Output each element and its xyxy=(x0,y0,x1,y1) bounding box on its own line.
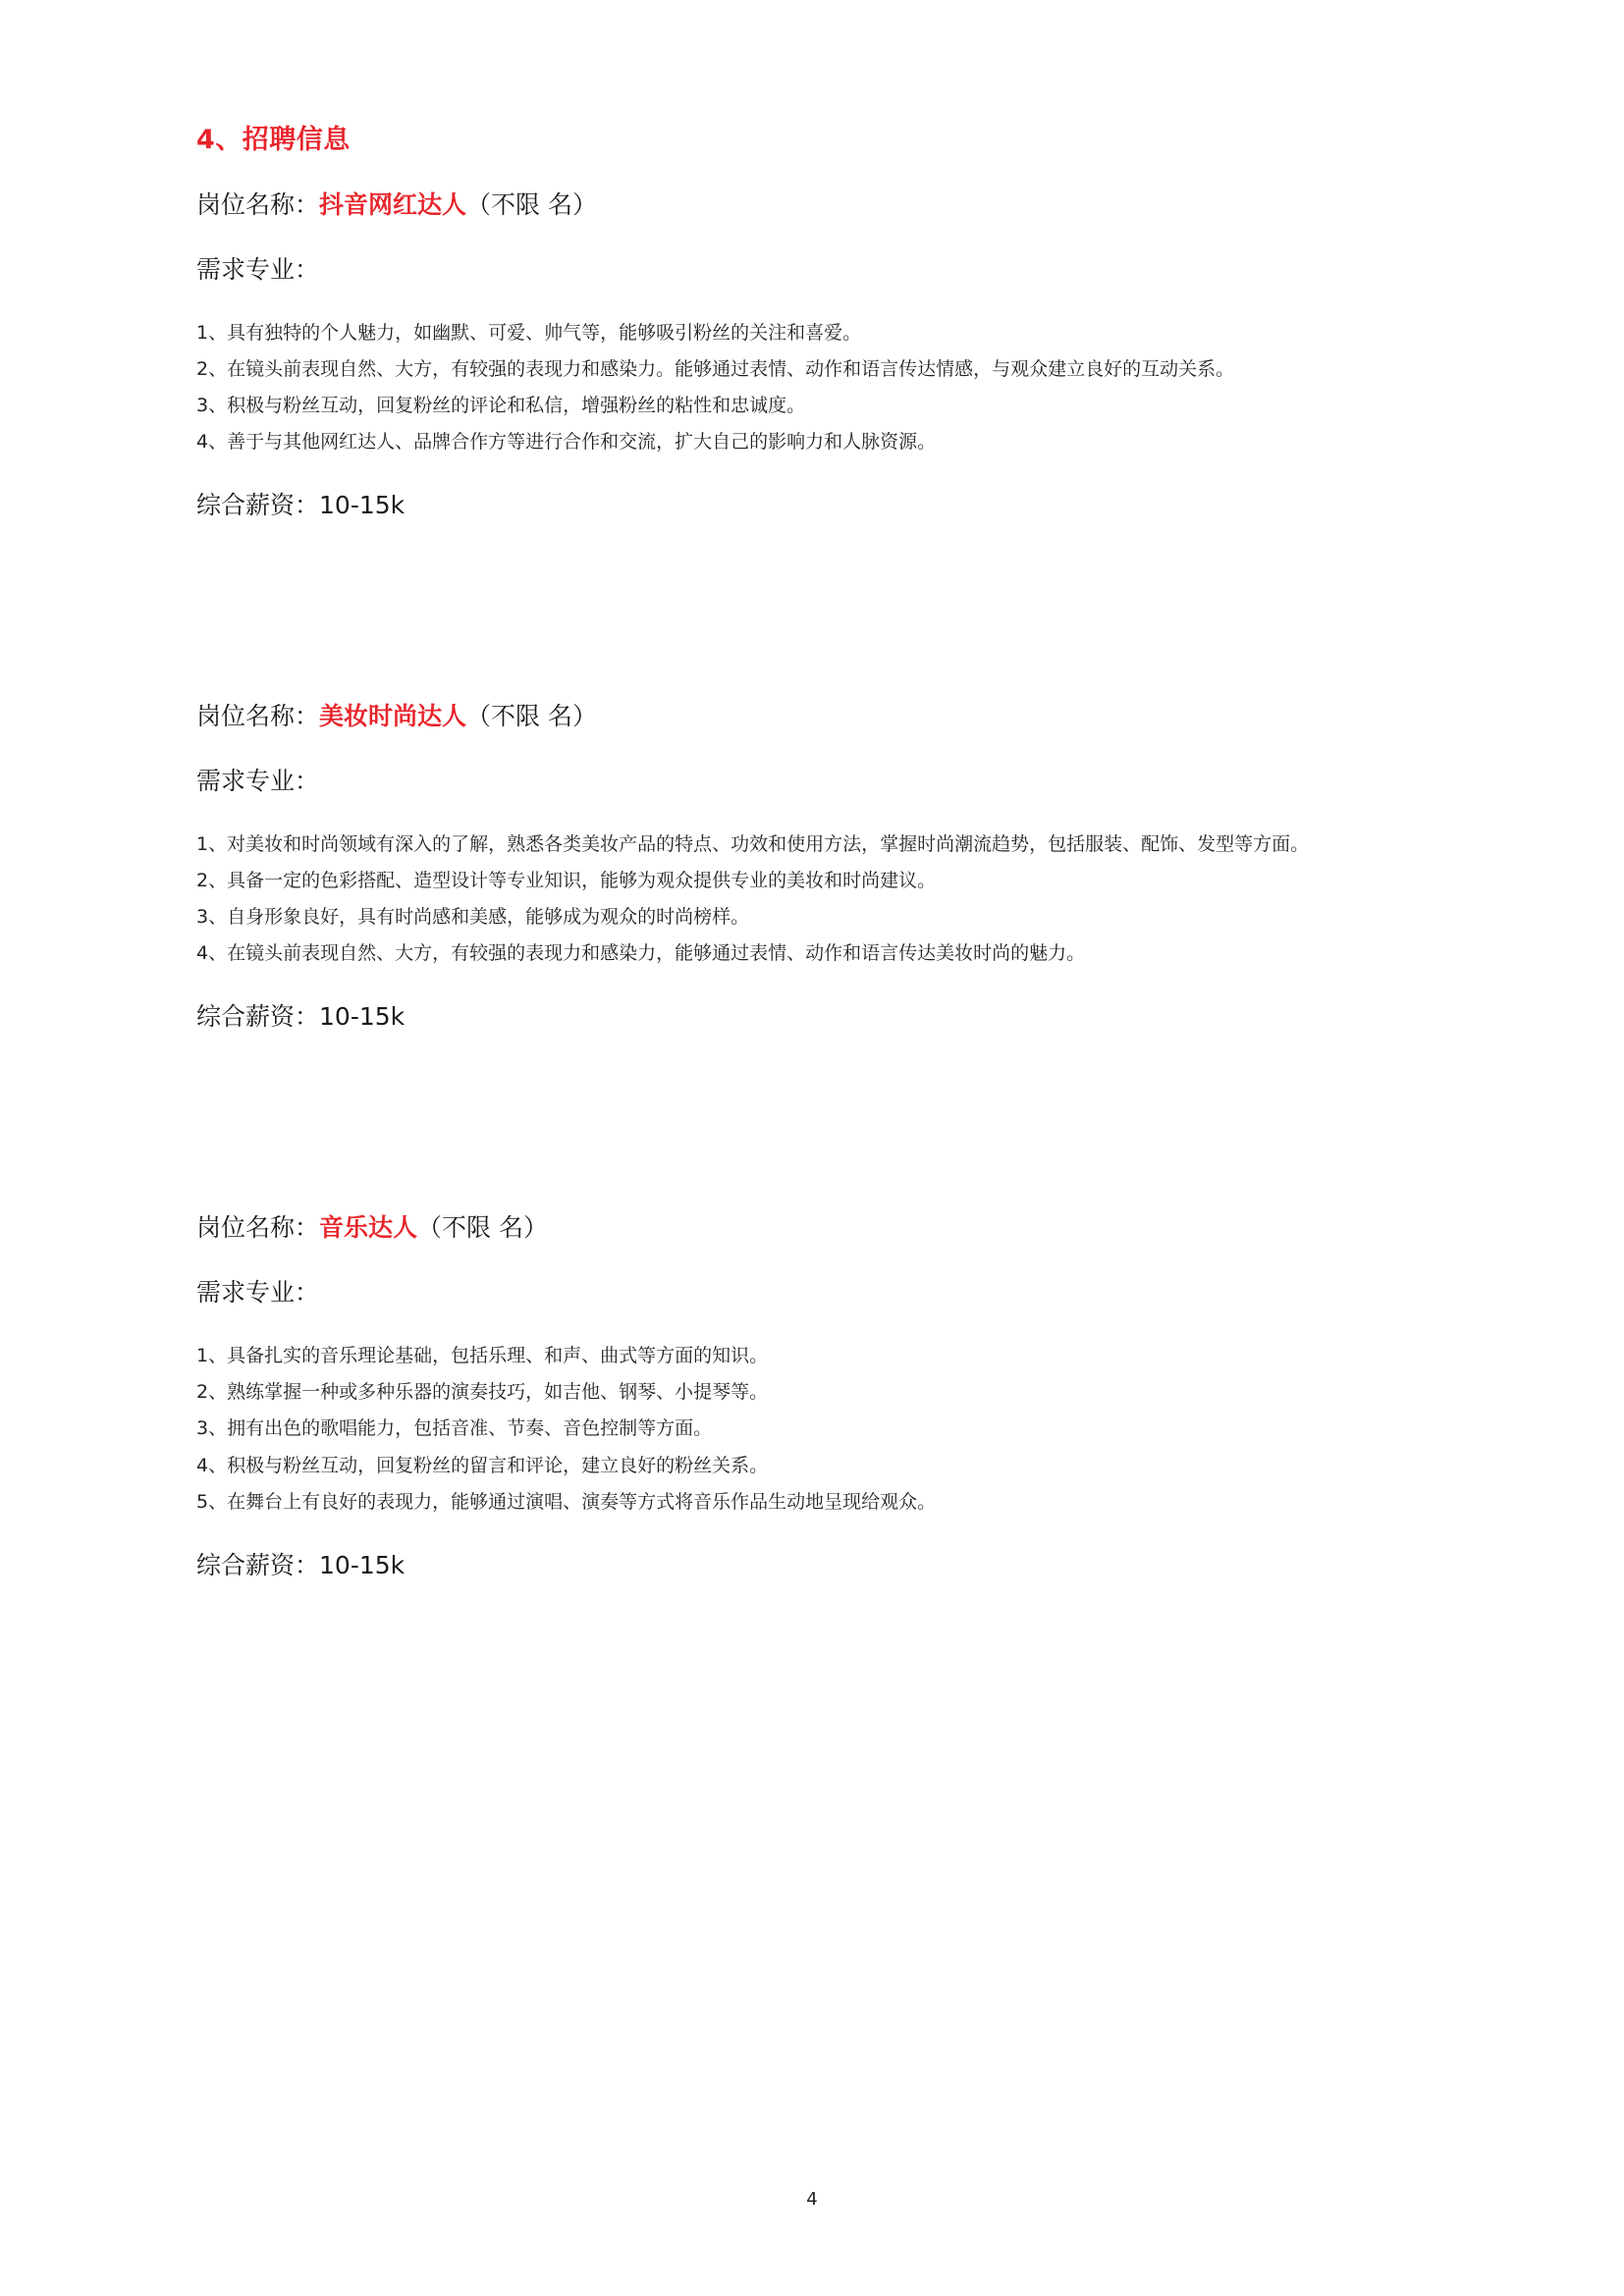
job-count-open: （ xyxy=(417,1213,443,1243)
requirement-list xyxy=(196,315,1428,460)
list-item: 2、熟练掌握一种或多种乐器的演奏技巧，如吉他、钢琴、小提琴等。 xyxy=(196,1381,769,1404)
requirement-label: 需求专业： xyxy=(196,767,320,796)
list-item: 3、积极与粉丝互动，回复粉丝的评论和私信，增强粉丝的粘性和忠诚度。 xyxy=(196,395,806,417)
salary-value: 10-15k xyxy=(319,1002,406,1032)
job-block-3 xyxy=(196,1208,1428,1584)
job-count-close: ） xyxy=(572,702,598,731)
job-count-close: ） xyxy=(572,190,598,219)
requirement-label: 需求专业： xyxy=(196,255,320,284)
job-title-value: 音乐达人 xyxy=(319,1213,418,1243)
job-count-open: （ xyxy=(466,190,492,219)
salary-label: 综合薪资： xyxy=(196,1002,320,1032)
requirement-list xyxy=(196,1338,1428,1520)
job-count-close: ） xyxy=(523,1213,549,1243)
list-item: 5、在舞台上有良好的表现力，能够通过演唱、演奏等方式将音乐作品生动地呈现给观众。 xyxy=(196,1490,937,1513)
job-count-value: 不限 名 xyxy=(491,190,572,219)
page-number: 4 xyxy=(806,2189,818,2210)
list-item: 3、自身形象良好，具有时尚感和美感，能够成为观众的时尚榜样。 xyxy=(196,906,750,929)
list-item: 2、具备一定的色彩搭配、造型设计等专业知识，能够为观众提供专业的美妆和时尚建议。 xyxy=(196,870,937,892)
requirement-label: 需求专业： xyxy=(196,1278,320,1308)
list-item: 3、拥有出色的歌唱能力，包括音准、节奏、音色控制等方面。 xyxy=(196,1417,713,1440)
salary-value: 10-15k xyxy=(319,1550,406,1579)
job-count-value: 不限 名 xyxy=(442,1213,523,1243)
job-title-prefix: 岗位名称： xyxy=(196,702,320,731)
list-item: 4、在镜头前表现自然、大方，有较强的表现力和感染力，能够通过表情、动作和语言传达美妆时尚的魅力。 xyxy=(196,942,1086,965)
job-title-prefix: 岗位名称： xyxy=(196,1213,320,1243)
list-item: 1、具有独特的个人魅力，如幽默、可爱、帅气等，能够吸引粉丝的关注和喜爱。 xyxy=(196,322,862,344)
job-block-2 xyxy=(196,697,1428,1037)
list-item: 1、具备扎实的音乐理论基础，包括乐理、和声、曲式等方面的知识。 xyxy=(196,1345,769,1367)
salary-line xyxy=(196,1546,1428,1585)
list-item: 1、对美妆和时尚领域有深入的了解，熟悉各类美妆产品的特点、功效和使用方法，掌握时尚潮流趋势，包括服装、配饰、发型等方面。 xyxy=(196,833,1310,856)
job-count-open: （ xyxy=(466,702,492,731)
job-count-value: 不限 名 xyxy=(491,702,572,731)
job-title-value: 美妆时尚达人 xyxy=(319,702,467,731)
job-title-value: 抖音网红达人 xyxy=(319,190,467,219)
requirement-list xyxy=(196,827,1428,972)
salary-value: 10-15k xyxy=(319,491,406,520)
list-item: 4、善于与其他网红达人、品牌合作方等进行合作和交流，扩大自己的影响力和人脉资源。 xyxy=(196,431,937,454)
page-title: 4、招聘信息 xyxy=(196,125,351,155)
job-title-line xyxy=(196,1208,1428,1248)
salary-label: 综合薪资： xyxy=(196,491,320,520)
list-item: 2、在镜头前表现自然、大方，有较强的表现力和感染力。能够通过表情、动作和语言传达情感，与观众建立良好的互动关系。 xyxy=(196,358,1235,381)
job-block-1 xyxy=(196,186,1428,525)
salary-line xyxy=(196,997,1428,1037)
job-title-line xyxy=(196,697,1428,736)
job-title-line xyxy=(196,186,1428,225)
list-item: 4、积极与粉丝互动，回复粉丝的留言和评论，建立良好的粉丝关系。 xyxy=(196,1454,769,1476)
job-title-prefix: 岗位名称： xyxy=(196,190,320,219)
salary-label: 综合薪资： xyxy=(196,1550,320,1579)
salary-line xyxy=(196,486,1428,525)
